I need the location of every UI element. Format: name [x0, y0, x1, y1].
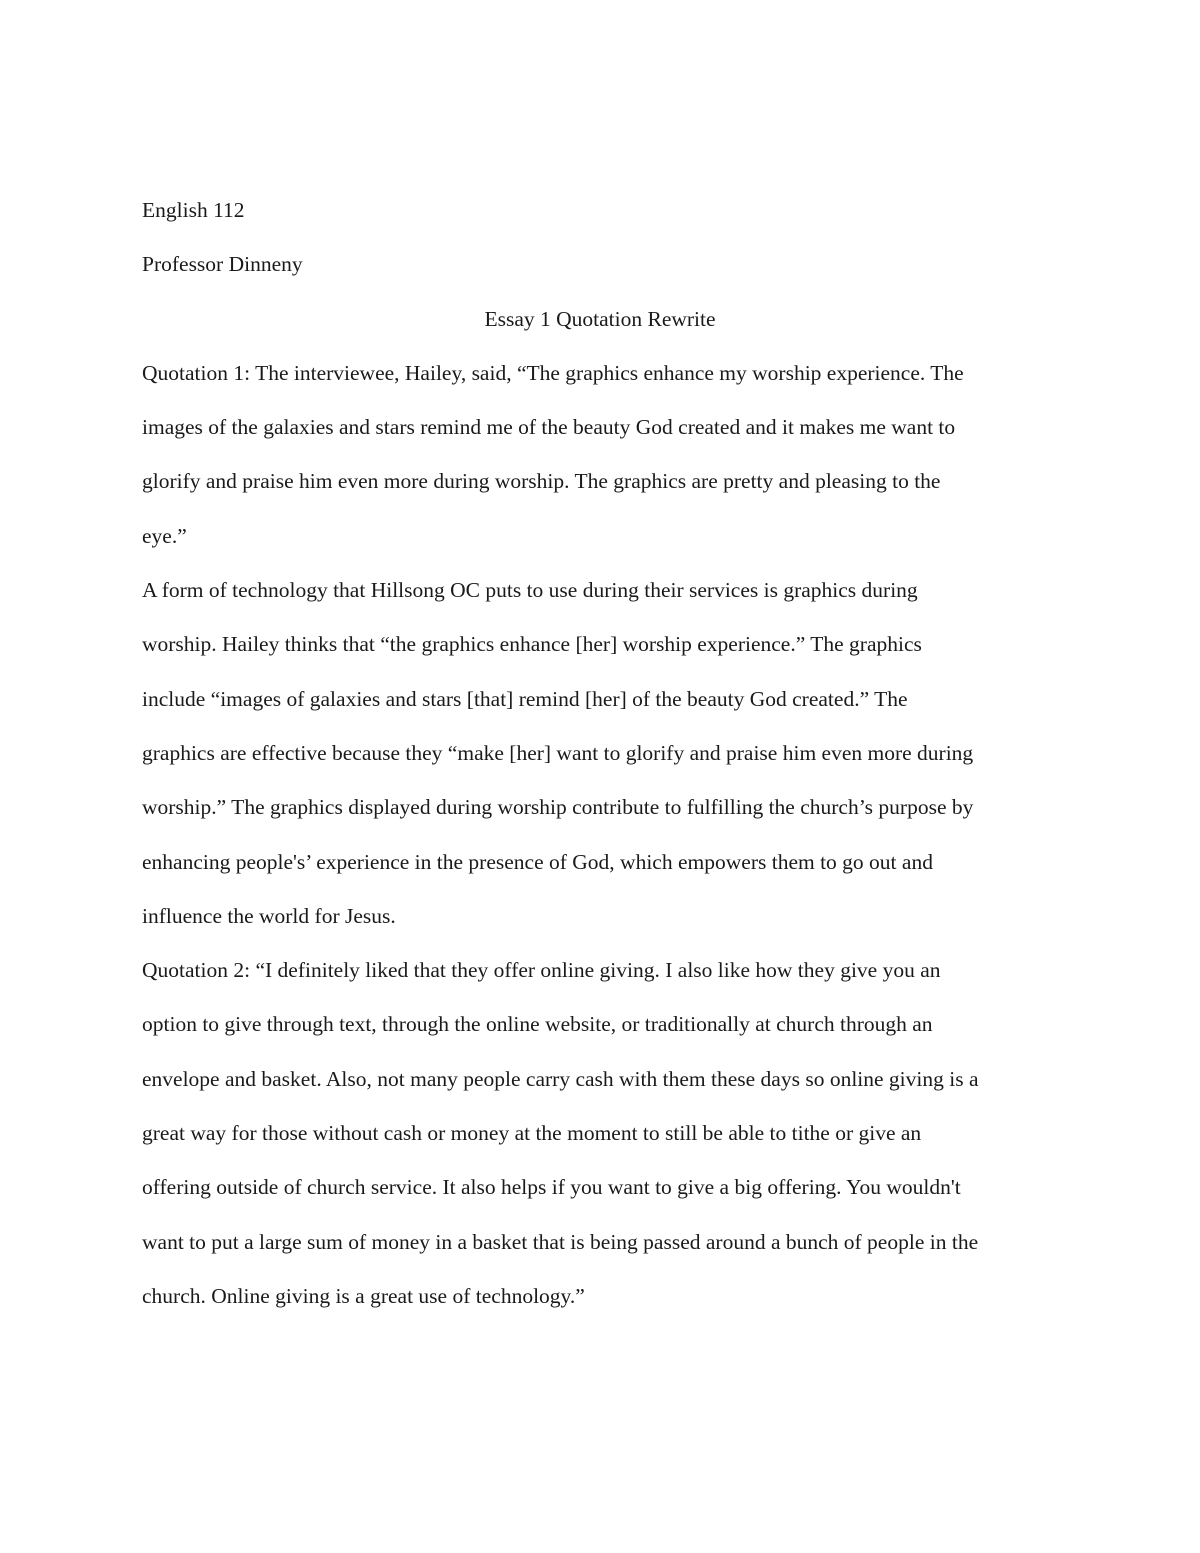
text-line: graphics are effective because they “make [her] want to glorify and praise him even more during — [142, 740, 974, 765]
text-line: church. Online giving is a great use of technology.” — [142, 1283, 585, 1308]
analysis-paragraph — [142, 572, 1062, 952]
document-body — [142, 192, 1062, 1332]
text-line: A form of technology that Hillsong OC puts to use during their services is graphics during — [142, 578, 918, 603]
course-line: English 112 — [142, 198, 245, 222]
text-line: images of the galaxies and stars remind me of the beauty God created and it makes me want to — [142, 415, 956, 440]
text-line: great way for those without cash or money at the moment to still be able to tithe or give an — [142, 1121, 922, 1146]
text-line: offering outside of church service. It also helps if you want to give a big offering. You wouldn't — [142, 1175, 961, 1200]
text-line: influence the world for Jesus. — [142, 903, 396, 928]
text-line: worship. Hailey thinks that “the graphics enhance [her] worship experience.” The graphics — [142, 632, 922, 657]
quotation-1-paragraph — [142, 355, 1062, 572]
professor-line: Professor Dinneny — [142, 252, 303, 277]
text-line: worship.” The graphics displayed during worship contribute to fulfilling the church’s purpose by — [142, 795, 974, 820]
text-line: Quotation 2: “I definitely liked that they offer online giving. I also like how they give you an — [142, 958, 941, 983]
text-line: Quotation 1: The interviewee, Hailey, said, “The graphics enhance my worship experience. The — [142, 360, 964, 385]
text-line: envelope and basket. Also, not many people carry cash with them these days so online giving is a — [142, 1066, 979, 1091]
text-line: enhancing people's’ experience in the presence of God, which empowers them to go out and — [142, 849, 933, 874]
essay-title: Essay 1 Quotation Rewrite — [484, 306, 716, 331]
text-line: eye.” — [142, 523, 187, 548]
text-line: option to give through text, through the online website, or traditionally at church through an — [142, 1012, 933, 1037]
quotation-2-paragraph — [142, 952, 1062, 1332]
text-line: include “images of galaxies and stars [that] remind [her] of the beauty God created.” The — [142, 686, 908, 711]
text-line: want to put a large sum of money in a basket that is being passed around a bunch of people in the — [142, 1229, 979, 1254]
text-line: glorify and praise him even more during worship. The graphics are pretty and pleasing to the — [142, 469, 941, 494]
